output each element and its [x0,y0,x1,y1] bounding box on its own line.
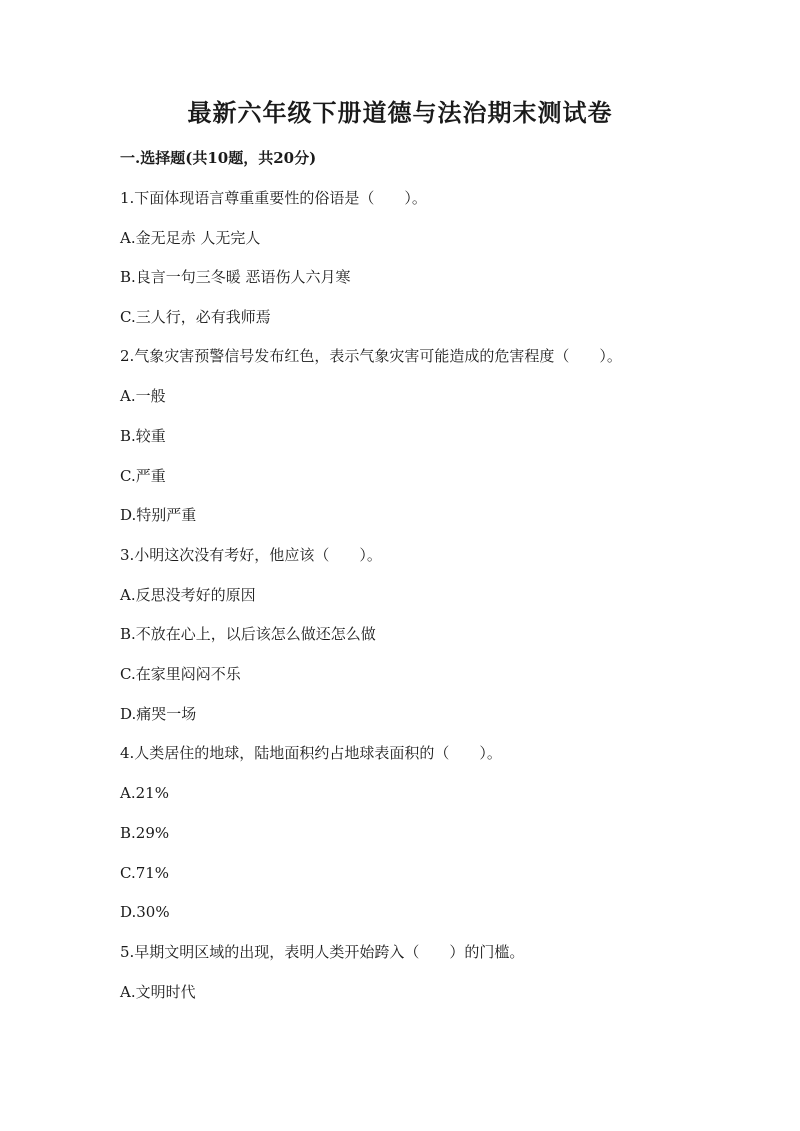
question-2-option-b: B.较重 [120,427,166,445]
question-3-option-d: D.痛哭一场 [120,705,197,723]
question-4-option-d: D.30% [120,903,170,921]
page-title: 最新六年级下册道德与法治期末测试卷 [187,98,613,127]
question-2-option-a: A.一般 [120,387,166,405]
question-1-stem: 1.下面体现语言尊重重要性的俗语是（ ）。 [120,189,427,207]
question-5-stem: 5.早期文明区域的出现，表明人类开始跨入（ ）的门槛。 [120,943,525,961]
question-2-option-c: C.严重 [120,467,166,485]
question-5-option-a: A.文明时代 [120,983,196,1001]
question-3-option-a: A.反思没考好的原因 [120,586,256,604]
question-1-option-b: B.良言一句三冬暖 恶语伤人六月寒 [120,268,351,286]
question-4-stem: 4.人类居住的地球，陆地面积约占地球表面积的（ ）。 [120,744,502,762]
question-1-option-c: C.三人行，必有我师焉 [120,308,271,326]
question-3-option-b: B.不放在心上，以后该怎么做还怎么做 [120,625,376,643]
question-3-stem: 3.小明这次没有考好，他应该（ ）。 [120,546,382,564]
section-heading: 一.选择题(共10题，共20分) [120,149,317,167]
question-2-option-d: D.特别严重 [120,506,197,524]
question-3-option-c: C.在家里闷闷不乐 [120,665,241,683]
question-4-option-c: C.71% [120,864,170,882]
question-1-option-a: A.金无足赤 人无完人 [120,229,261,247]
question-4-option-b: B.29% [120,824,170,842]
question-2-stem: 2.气象灾害预警信号发布红色，表示气象灾害可能造成的危害程度（ ）。 [120,347,622,365]
question-4-option-a: A.21% [120,784,169,802]
